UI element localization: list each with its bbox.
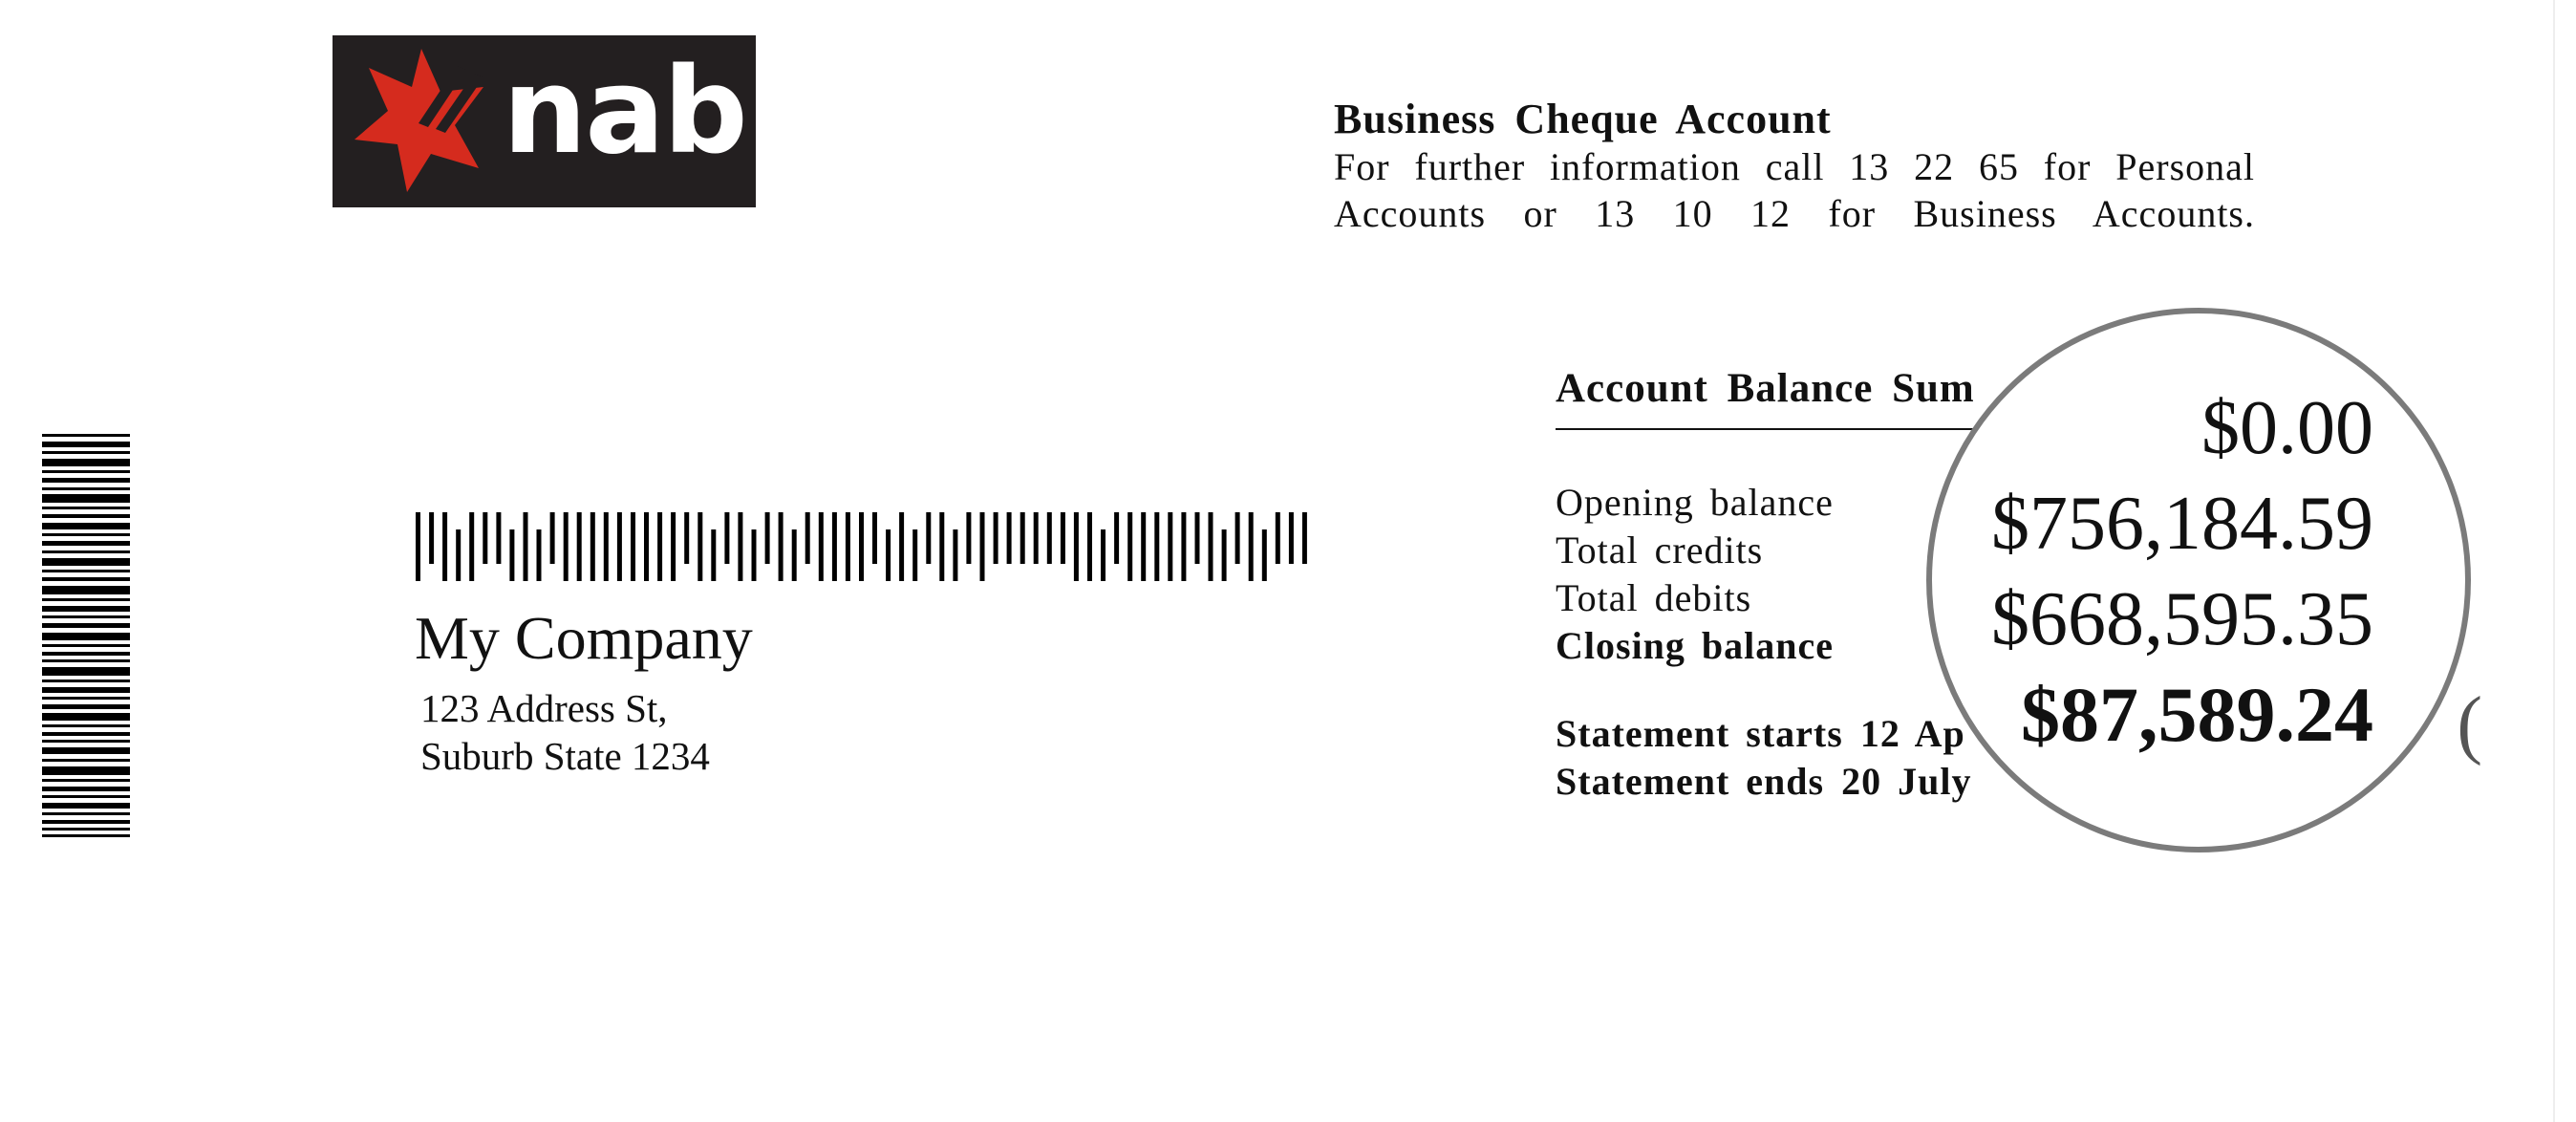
opening-balance-value: $0.00 [2201,386,2373,470]
vertical-barcode [42,434,130,839]
total-debits-value: $668,595.35 [1991,577,2373,661]
summary-heading: Account Balance Sum [1556,366,1975,411]
nab-logo [333,35,756,207]
total-credits-value: $756,184.59 [1991,482,2373,566]
page-edge [2553,0,2555,1122]
statement-starts-date: 12 Ap [1859,712,1965,755]
statement-starts-label: Statement starts [1556,712,1843,755]
statement-dates [1556,710,1971,806]
statement-ends [1556,758,1971,806]
star-icon [350,49,493,192]
magnifier-lens [1926,308,2482,852]
statement-ends-date: 20 July [1841,760,1972,803]
account-contact-info: For further information call 13 22 65 for Personal Accounts or 13 10 12 for Business Accounts. [1334,145,2255,235]
magnified-values [1991,380,2373,763]
address-line-1: 123 Address St, [420,686,668,730]
total-debits-label: Total debits [1556,576,1752,619]
magnified-edge-glyph: ( [2457,682,2482,766]
total-credits-label: Total credits [1556,529,1764,572]
postal-barcode [414,512,1314,581]
opening-balance-label: Opening balance [1556,481,1834,524]
closing-balance-value: $87,589.24 [2021,671,2373,758]
logo-wordmark: nab [503,43,746,181]
account-title: Business Cheque Account [1334,96,1832,142]
statement-starts [1556,710,1971,758]
address-line-2: Suburb State 1234 [420,734,710,778]
summary-rows [1556,479,1834,670]
closing-balance-label: Closing balance [1556,624,1835,667]
statement-ends-label: Statement ends [1556,760,1825,803]
recipient-address [415,604,753,780]
account-info [1334,96,2255,237]
company-name: My Company [415,604,753,672]
